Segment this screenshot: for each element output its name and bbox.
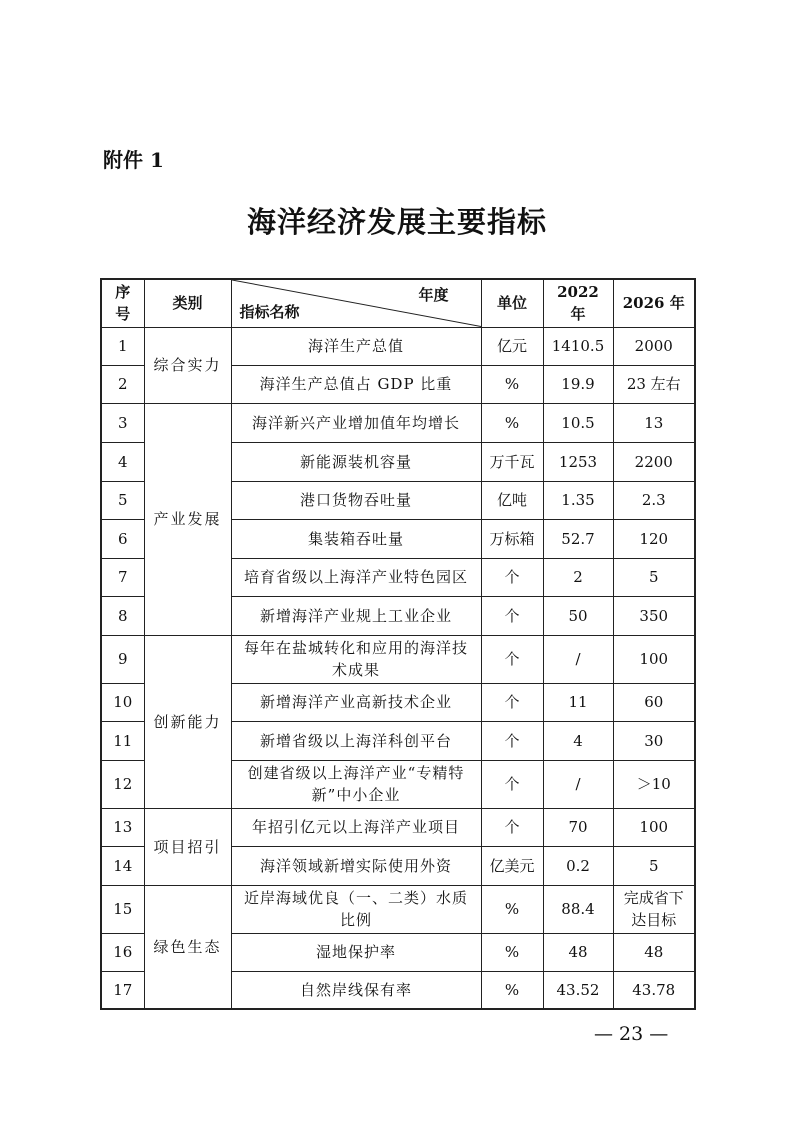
table-row <box>101 403 695 442</box>
value-2022: 88.4 <box>543 885 613 933</box>
indicator-name: 自然岸线保有率 <box>231 971 481 1009</box>
row-seq: 9 <box>101 635 144 683</box>
row-seq: 2 <box>101 365 144 403</box>
indicator-name: 海洋新兴产业增加值年均增长 <box>231 403 481 442</box>
unit-cell: % <box>481 885 543 933</box>
indicator-name: 每年在盐城转化和应用的海洋技术成果 <box>231 635 481 683</box>
value-2022: 52.7 <box>543 519 613 558</box>
indicator-name: 新增海洋产业高新技术企业 <box>231 683 481 721</box>
unit-cell: % <box>481 971 543 1009</box>
row-seq: 15 <box>101 885 144 933</box>
unit-cell: 个 <box>481 635 543 683</box>
value-2022: 48 <box>543 933 613 971</box>
value-2022: 1410.5 <box>543 327 613 365</box>
header-seq: 序号 <box>101 279 144 327</box>
value-2022: 2 <box>543 558 613 596</box>
unit-cell: 亿元 <box>481 327 543 365</box>
unit-cell: 亿美元 <box>481 846 543 885</box>
indicator-name: 创建省级以上海洋产业“专精特新”中小企业 <box>231 760 481 808</box>
value-2026: 43.78 <box>613 971 695 1009</box>
unit-cell: 个 <box>481 721 543 760</box>
value-2026: 2000 <box>613 327 695 365</box>
attachment-label: 附件 1 <box>103 148 164 172</box>
header-category: 类别 <box>144 279 231 327</box>
row-seq: 17 <box>101 971 144 1009</box>
value-2022: 11 <box>543 683 613 721</box>
unit-cell: % <box>481 365 543 403</box>
category-cell: 绿色生态 <box>144 885 231 1009</box>
table-row <box>101 327 695 365</box>
value-2022: 1.35 <box>543 481 613 519</box>
row-seq: 11 <box>101 721 144 760</box>
value-2026: 13 <box>613 403 695 442</box>
header-unit: 单位 <box>481 279 543 327</box>
indicator-name: 年招引亿元以上海洋产业项目 <box>231 808 481 846</box>
indicator-name: 集装箱吞吐量 <box>231 519 481 558</box>
category-cell: 项目招引 <box>144 808 231 885</box>
header-row <box>101 279 695 327</box>
value-2026: ＞10 <box>613 760 695 808</box>
value-2022: 10.5 <box>543 403 613 442</box>
value-2026: 60 <box>613 683 695 721</box>
table-row <box>101 635 695 683</box>
category-cell: 产业发展 <box>144 403 231 635</box>
row-seq: 5 <box>101 481 144 519</box>
value-2022: 19.9 <box>543 365 613 403</box>
value-2026: 120 <box>613 519 695 558</box>
indicator-name: 培育省级以上海洋产业特色园区 <box>231 558 481 596</box>
row-seq: 16 <box>101 933 144 971</box>
unit-cell: 万标箱 <box>481 519 543 558</box>
value-2026: 2200 <box>613 442 695 481</box>
value-2026: 100 <box>613 808 695 846</box>
row-seq: 7 <box>101 558 144 596</box>
indicator-name: 新增海洋产业规上工业企业 <box>231 596 481 635</box>
unit-cell: 个 <box>481 808 543 846</box>
row-seq: 10 <box>101 683 144 721</box>
value-2026: 30 <box>613 721 695 760</box>
unit-cell: % <box>481 933 543 971</box>
indicator-name: 港口货物吞吐量 <box>231 481 481 519</box>
category-cell: 创新能力 <box>144 635 231 808</box>
header-indicator: 指标名称 <box>239 302 300 321</box>
unit-cell: 个 <box>481 596 543 635</box>
header-2026: 2026 年 <box>613 279 695 327</box>
header-2022: 2022 年 <box>543 279 613 327</box>
row-seq: 1 <box>101 327 144 365</box>
row-seq: 12 <box>101 760 144 808</box>
indicator-name: 新能源装机容量 <box>231 442 481 481</box>
indicator-name: 海洋生产总值 <box>231 327 481 365</box>
table-row <box>101 808 695 846</box>
indicator-name: 湿地保护率 <box>231 933 481 971</box>
value-2022: / <box>543 635 613 683</box>
value-2026: 350 <box>613 596 695 635</box>
row-seq: 4 <box>101 442 144 481</box>
value-2022: 0.2 <box>543 846 613 885</box>
row-seq: 13 <box>101 808 144 846</box>
value-2026: 完成省下达目标 <box>613 885 695 933</box>
unit-cell: 亿吨 <box>481 481 543 519</box>
page-number: — 23 — <box>594 1023 669 1045</box>
row-seq: 3 <box>101 403 144 442</box>
header-diagonal-cell <box>231 279 481 327</box>
unit-cell: 万千瓦 <box>481 442 543 481</box>
value-2026: 5 <box>613 846 695 885</box>
value-2026: 100 <box>613 635 695 683</box>
unit-cell: 个 <box>481 683 543 721</box>
category-cell: 综合实力 <box>144 327 231 403</box>
value-2026: 5 <box>613 558 695 596</box>
unit-cell: % <box>481 403 543 442</box>
value-2022: 50 <box>543 596 613 635</box>
row-seq: 14 <box>101 846 144 885</box>
header-year: 年度 <box>418 286 449 304</box>
indicator-name: 海洋领域新增实际使用外资 <box>231 846 481 885</box>
unit-cell: 个 <box>481 558 543 596</box>
value-2026: 23 左右 <box>613 365 695 403</box>
table-row <box>101 885 695 933</box>
value-2022: / <box>543 760 613 808</box>
value-2022: 1253 <box>543 442 613 481</box>
value-2026: 48 <box>613 933 695 971</box>
value-2022: 4 <box>543 721 613 760</box>
row-seq: 8 <box>101 596 144 635</box>
document-title: 海洋经济发展主要指标 <box>246 205 547 239</box>
value-2022: 70 <box>543 808 613 846</box>
row-seq: 6 <box>101 519 144 558</box>
value-2022: 43.52 <box>543 971 613 1009</box>
unit-cell: 个 <box>481 760 543 808</box>
indicator-name: 近岸海域优良（一、二类）水质比例 <box>231 885 481 933</box>
indicators-table <box>100 278 696 1010</box>
value-2026: 2.3 <box>613 481 695 519</box>
indicator-name: 新增省级以上海洋科创平台 <box>231 721 481 760</box>
indicator-name: 海洋生产总值占 GDP 比重 <box>231 365 481 403</box>
